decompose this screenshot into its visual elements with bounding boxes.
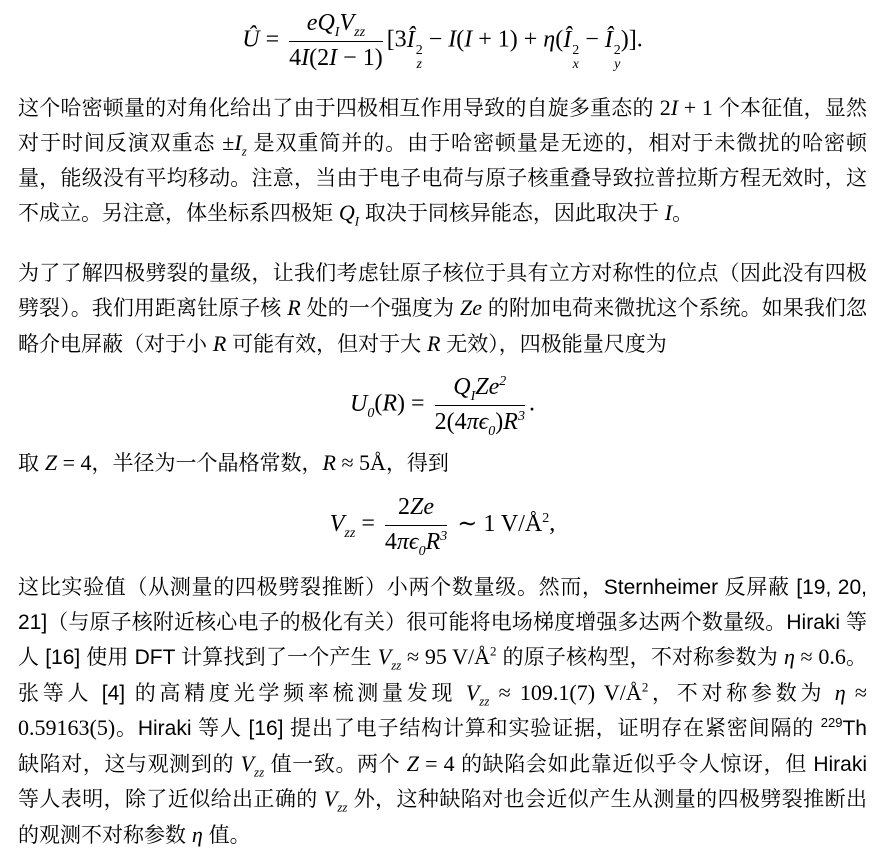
math-run: $U_0$ xyxy=(350,391,375,421)
display-equation-vzz-estimate xyxy=(18,494,867,559)
math-run: η xyxy=(783,644,795,670)
math-run: Z xyxy=(475,374,489,401)
math-run: $V_{zz}$ xyxy=(329,510,356,541)
text-run: 值一致。两个 xyxy=(264,752,407,776)
math-run: [3 xyxy=(386,26,407,53)
text-run: 的缺陷会如此靠近似乎令人惊讶，但 Hiraki 等人表明，除了近似给出正确的 xyxy=(18,752,867,812)
text-run: ，得到 xyxy=(385,451,449,475)
text-run: 的原子核构型，不对称参数为 xyxy=(496,646,784,670)
math-run: e xyxy=(472,295,482,321)
math-run: $Q_I$ xyxy=(453,374,476,405)
math-run: − xyxy=(579,26,605,53)
math-run: Z xyxy=(410,494,424,521)
text-run: 取 xyxy=(18,451,45,475)
math-run: ≈ 0.6 xyxy=(794,644,846,670)
math-run: ≈ 5Å xyxy=(335,449,386,475)
text-run: 外，这种缺陷对也会近似产生从测量的四极劈裂推断出的观测不对称参数 xyxy=(18,788,867,847)
math-run: + 1 xyxy=(678,94,713,120)
text-run: ，不对称参数为 xyxy=(648,681,835,705)
math-run: I xyxy=(329,44,338,71)
math-run: π xyxy=(466,409,479,436)
math-run: R xyxy=(426,330,441,356)
display-equation-quadrupole-hamiltonian xyxy=(18,10,867,73)
math-run: e xyxy=(423,494,435,521)
math-run: Z xyxy=(406,750,419,776)
text-run: Th xyxy=(842,717,867,741)
math-run: 4 xyxy=(384,528,397,555)
text-run: 个本征值，显然对于时间反演双重态 xyxy=(18,96,867,156)
text-run: 。Hiraki 等人 [16] 提出了电子结构计算和实验证据，证明存在紧密间隔的 xyxy=(115,717,821,741)
paragraph-take-z4 xyxy=(18,446,867,482)
math-run: $R^3$ xyxy=(503,409,525,436)
math-run: = 4 xyxy=(57,449,92,475)
math-run: $e^2$ xyxy=(488,374,507,401)
text-run: 这比实验值（从测量的四极劈裂推断）小两个数量级。然而，Sternheimer 反屏蔽 [19, 20, 21]（与原子核附近核心电子的极化有关）很可能将电场梯度增强多达两个数量级。Hiraki 等人 [16] 使用 DFT 计算找到了一个产生 xyxy=(18,576,867,670)
math-run: I xyxy=(301,44,310,71)
text-run: 这个哈密顿量的对角化给出了由于四极相互作用导致的自旋多重态的 xyxy=(18,96,660,120)
math-run: $V_{zz}$ xyxy=(339,10,366,40)
text-run: 处的一个强度为 xyxy=(300,297,460,321)
math-run: $V_{zz}$ xyxy=(465,679,490,709)
math-run: − 1) xyxy=(337,44,383,71)
text-run: 缺陷对，这与观测到的 xyxy=(18,752,241,776)
math-run: I xyxy=(464,26,473,53)
math-run: , xyxy=(549,510,556,537)
math-run: + 1) + xyxy=(472,26,544,53)
math-run: I xyxy=(448,26,457,53)
math-run: ) = xyxy=(397,391,431,418)
math-run: e xyxy=(306,10,318,36)
math-run: $Q_I$ xyxy=(338,200,360,229)
math-run: ( xyxy=(456,26,465,53)
math-run: π xyxy=(396,528,409,555)
fraction xyxy=(289,10,383,72)
math-run: η xyxy=(543,26,556,53)
math-run: I xyxy=(670,94,679,120)
math-run: Î 2 y xyxy=(604,26,621,73)
math-run: = xyxy=(355,510,381,537)
text-run: 。 xyxy=(672,202,694,226)
math-run: η xyxy=(191,821,203,847)
math-run: Z xyxy=(44,449,58,475)
text-run: 的附加电荷来微扰这个系统。如果我们忽略介电屏蔽（对于小 xyxy=(18,297,867,356)
math-run: 4 xyxy=(289,44,302,71)
text-run: 取决于同核异能态，因此取决于 xyxy=(359,202,665,226)
math-run: 2(4 xyxy=(434,409,467,436)
math-run: η xyxy=(834,679,846,705)
math-run: ≈ 0.59163(5) xyxy=(18,679,867,741)
math-run: $I_z$ xyxy=(234,130,247,159)
paragraph-quadrupole-splitting-magnitude xyxy=(18,257,867,363)
math-run: ) xyxy=(495,409,504,436)
math-run: $\epsilon_0$ xyxy=(408,528,426,559)
math-run: R xyxy=(212,330,227,356)
math-run: Û xyxy=(242,26,260,53)
math-run: $V_{zz}$ xyxy=(240,750,265,780)
math-run: R xyxy=(322,449,336,475)
math-run: ∼ 1 $V/Å^2$ xyxy=(451,510,550,537)
math-run: $Q_I$ xyxy=(317,10,340,40)
math-run: = xyxy=(259,26,286,53)
paragraph-experimental-comparison xyxy=(18,571,867,853)
text-run: 是双重简并的。由于哈密顿量是无迹的，相对于未微扰的哈密顿量，能级没有平均移动。注意，当由于电子电荷与原子核重叠导致拉普拉斯方程无效时，这不成立。另注意，体坐标系四极矩 xyxy=(18,132,867,226)
fraction xyxy=(384,494,448,559)
display-equation-u0-energy-scale xyxy=(18,374,867,439)
math-run: (2 xyxy=(309,44,330,71)
math-run: ( xyxy=(374,391,383,418)
text-run: 为了了解四极劈裂的量级，让我们考虑钍原子核位于具有立方对称性的位点（因此没有四极劈裂）。我们用距离钍原子核 xyxy=(18,261,867,321)
paragraph-hamiltonian-diagonalization xyxy=(18,91,867,232)
math-run: Î 2 z xyxy=(406,26,423,73)
math-run: . xyxy=(528,391,535,418)
text-run: 值。 xyxy=(202,823,251,847)
math-run: ( xyxy=(555,26,564,53)
math-run: 2 xyxy=(659,94,671,120)
text-run: 无效），四极能量尺度为 xyxy=(440,332,667,356)
text-run: 229 xyxy=(820,715,843,731)
math-run: ± xyxy=(222,130,235,156)
math-run: $\epsilon_0$ xyxy=(478,409,496,439)
math-run: $V_{zz}$ xyxy=(377,644,402,673)
math-run: = 4 xyxy=(418,750,455,776)
math-run: I xyxy=(664,200,673,226)
text-run: 。张等人 [4] 的高精度光学频率梳测量发现 xyxy=(18,646,868,705)
text-run: 可能有效，但对于大 xyxy=(226,332,427,356)
math-run: 2 xyxy=(398,494,411,521)
math-run: Z xyxy=(459,295,473,321)
math-run: R xyxy=(287,295,301,321)
math-run: R xyxy=(382,391,398,418)
math-run: − xyxy=(422,26,449,53)
text-run: ，半径为一个晶格常数， xyxy=(91,451,323,475)
math-run: )]. xyxy=(620,26,643,53)
math-run: ≈ 109.1(7) $V/Å^2$ xyxy=(489,679,649,705)
math-run: ≈ 95 $V/Å^2$ xyxy=(401,644,497,670)
fraction xyxy=(434,374,525,439)
math-run: $R^3$ xyxy=(425,528,448,555)
math-run: $V_{zz}$ xyxy=(323,786,348,815)
math-run: Î 2 x xyxy=(563,26,580,73)
